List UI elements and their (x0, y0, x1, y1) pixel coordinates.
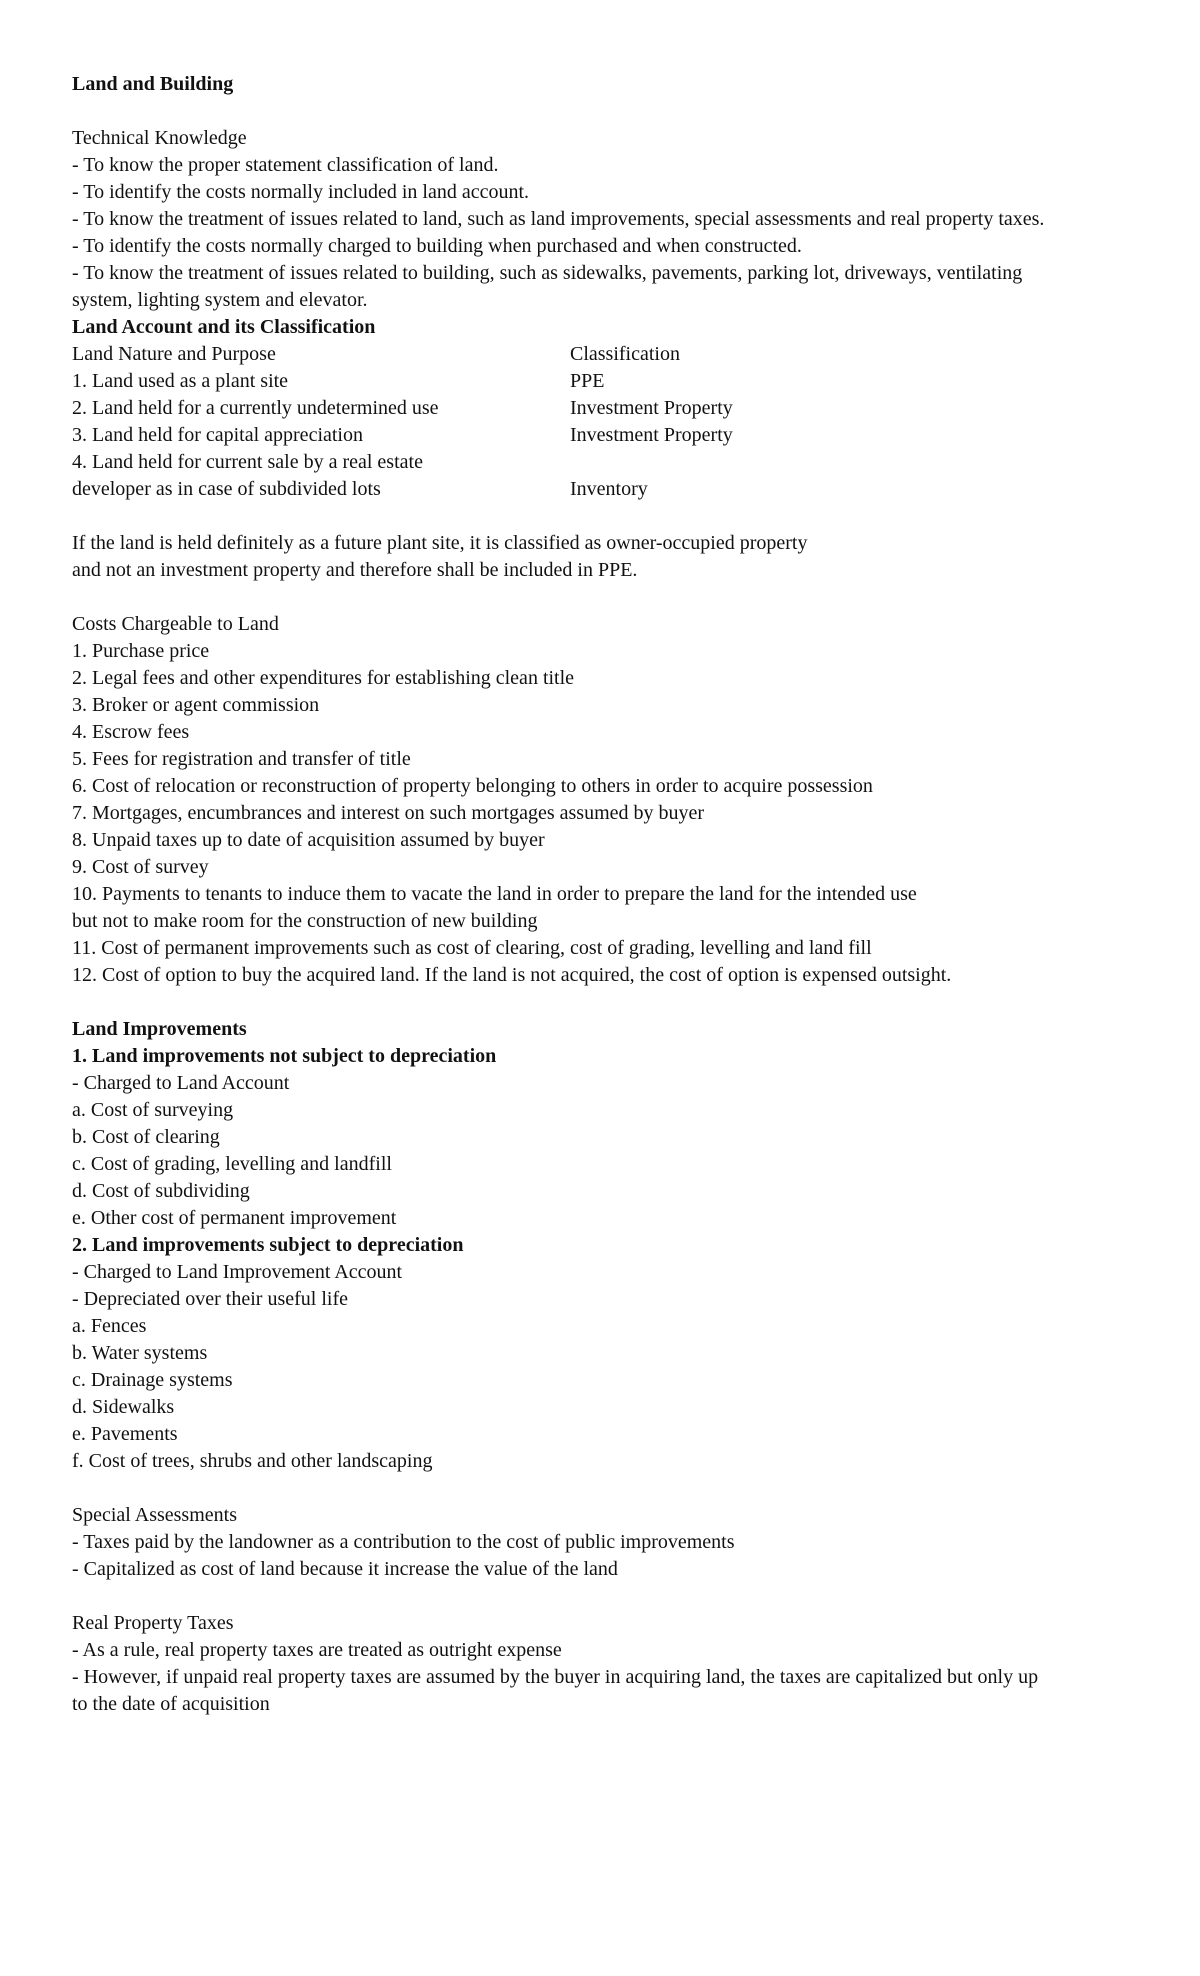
technical-knowledge-item: - To know the treatment of issues related to building, such as sidewalks, pavements, parking lot, driveways, ventilating (72, 262, 1023, 284)
depreciable-item: d. Sidewalks (72, 1396, 175, 1418)
technical-knowledge-item: - To identify the costs normally included in land account. (72, 181, 530, 203)
spacer (72, 989, 1152, 1016)
depreciable-item: b. Water systems (72, 1342, 208, 1364)
real-property-taxes-heading: Real Property Taxes (72, 1612, 234, 1634)
depreciable-item: f. Cost of trees, shrubs and other landscaping (72, 1450, 433, 1472)
land-purpose: 1. Land used as a plant site (72, 370, 289, 392)
classification-section (72, 314, 1152, 584)
classification-row (72, 422, 1152, 449)
cost-item: 4. Escrow fees (72, 721, 190, 743)
spacer (72, 98, 1152, 125)
real-property-taxes-item: - As a rule, real property taxes are treated as outright expense (72, 1639, 562, 1661)
technical-knowledge-item: - To know the treatment of issues related to land, such as land improvements, special assessments and real property taxes. (72, 208, 1045, 230)
cost-item: 11. Cost of permanent improvements such as cost of clearing, cost of grading, levelling and land fill (72, 937, 872, 959)
cost-item: 2. Legal fees and other expenditures for establishing clean title (72, 667, 575, 689)
cost-item: 3. Broker or agent commission (72, 694, 320, 716)
land-improvements-heading: Land Improvements (72, 1018, 247, 1040)
depreciable-item: - Charged to Land Improvement Account (72, 1261, 403, 1283)
non-depreciable-item: e. Other cost of permanent improvement (72, 1207, 397, 1229)
land-improvements-section (72, 1016, 1152, 1475)
cost-item: 12. Cost of option to buy the acquired land. If the land is not acquired, the cost of option is expensed outsight. (72, 964, 952, 986)
land-classification: PPE (570, 370, 605, 392)
land-purpose: developer as in case of subdivided lots (72, 478, 381, 500)
non-depreciable-item: d. Cost of subdividing (72, 1180, 250, 1202)
cost-item: 6. Cost of relocation or reconstruction of property belonging to others in order to acquire possession (72, 775, 873, 797)
depreciable-item: c. Drainage systems (72, 1369, 233, 1391)
special-assessments-item: - Capitalized as cost of land because it increase the value of the land (72, 1558, 618, 1580)
land-purpose: 3. Land held for capital appreciation (72, 424, 363, 446)
classification-note: and not an investment property and therefore shall be included in PPE. (72, 559, 638, 581)
document-page (72, 71, 1152, 1718)
classification-note: If the land is held definitely as a future plant site, it is classified as owner-occupied property (72, 532, 808, 554)
land-classification: Investment Property (570, 424, 733, 446)
spacer (72, 1583, 1152, 1610)
land-classification: Investment Property (570, 397, 733, 419)
depreciable-item: a. Fences (72, 1315, 147, 1337)
depreciable-heading: 2. Land improvements subject to depreciation (72, 1234, 464, 1256)
column-header-purpose: Land Nature and Purpose (72, 343, 276, 365)
land-classification: Inventory (570, 478, 648, 500)
costs-heading: Costs Chargeable to Land (72, 613, 279, 635)
cost-item: 9. Cost of survey (72, 856, 209, 878)
land-purpose: 2. Land held for a currently undetermined use (72, 397, 439, 419)
classification-row (72, 449, 1152, 476)
spacer (72, 503, 1152, 530)
technical-knowledge-item: - To know the proper statement classification of land. (72, 154, 499, 176)
depreciable-item: - Depreciated over their useful life (72, 1288, 348, 1310)
spacer (72, 1475, 1152, 1502)
non-depreciable-item: c. Cost of grading, levelling and landfill (72, 1153, 392, 1175)
costs-section (72, 611, 1152, 989)
classification-heading: Land Account and its Classification (72, 316, 376, 338)
depreciable-item: e. Pavements (72, 1423, 178, 1445)
cost-item: 10. Payments to tenants to induce them to vacate the land in order to prepare the land for the intended use (72, 883, 917, 905)
cost-item: 8. Unpaid taxes up to date of acquisition assumed by buyer (72, 829, 545, 851)
cost-item: 7. Mortgages, encumbrances and interest on such mortgages assumed by buyer (72, 802, 705, 824)
non-depreciable-item: b. Cost of clearing (72, 1126, 220, 1148)
classification-row (72, 368, 1152, 395)
classification-table-header (72, 341, 1152, 368)
cost-item: 1. Purchase price (72, 640, 210, 662)
real-property-taxes-section (72, 1610, 1152, 1718)
real-property-taxes-item: - However, if unpaid real property taxes are assumed by the buyer in acquiring land, the taxes are capitalized but only up (72, 1666, 1039, 1688)
non-depreciable-heading: 1. Land improvements not subject to depreciation (72, 1045, 497, 1067)
technical-knowledge-item: - To identify the costs normally charged to building when purchased and when constructed. (72, 235, 802, 257)
cost-item: 5. Fees for registration and transfer of title (72, 748, 411, 770)
non-depreciable-item: - Charged to Land Account (72, 1072, 290, 1094)
special-assessments-item: - Taxes paid by the landowner as a contribution to the cost of public improvements (72, 1531, 735, 1553)
non-depreciable-item: a. Cost of surveying (72, 1099, 234, 1121)
classification-row (72, 476, 1152, 503)
spacer (72, 584, 1152, 611)
land-purpose: 4. Land held for current sale by a real estate (72, 451, 423, 473)
real-property-taxes-item: to the date of acquisition (72, 1693, 270, 1715)
technical-knowledge-item: system, lighting system and elevator. (72, 289, 368, 311)
classification-row (72, 395, 1152, 422)
technical-knowledge-section (72, 125, 1152, 314)
technical-knowledge-heading: Technical Knowledge (72, 127, 247, 149)
special-assessments-section (72, 1502, 1152, 1583)
special-assessments-heading: Special Assessments (72, 1504, 237, 1526)
cost-item: but not to make room for the construction of new building (72, 910, 538, 932)
column-header-classification: Classification (570, 343, 680, 365)
document-title: Land and Building (72, 73, 234, 95)
land-classification (570, 449, 1152, 476)
